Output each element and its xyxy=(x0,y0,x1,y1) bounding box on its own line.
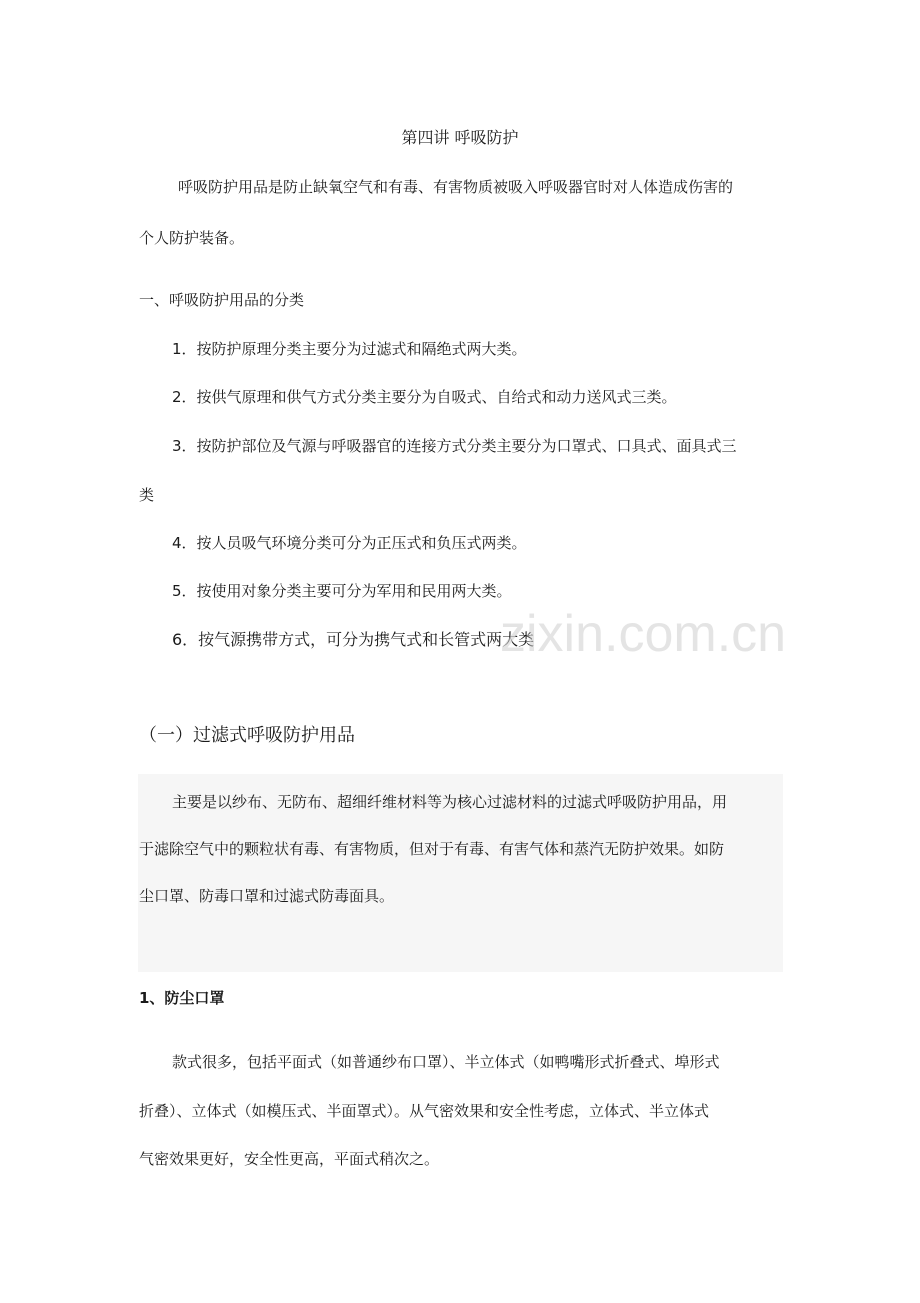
list-item: 2．按供气原理和供气方式分类主要分为自吸式、自给式和动力送风式三类。 xyxy=(172,388,677,406)
item-heading: 1、防尘口罩 xyxy=(139,989,225,1007)
page-title: 第四讲 呼吸防护 xyxy=(401,128,519,147)
subsection-heading: （一）过滤式呼吸防护用品 xyxy=(139,725,355,746)
paragraph-line: 款式很多，包括平面式（如普通纱布口罩）、半立体式（如鸭嘴形式折叠式、埠形式 xyxy=(172,1053,720,1071)
paragraph-line: 主要是以纱布、无防布、超细纤维材料等为核心过滤材料的过滤式呼吸防护用品，用 xyxy=(172,793,728,811)
paragraph-line: 气密效果更好，安全性更高，平面式稍次之。 xyxy=(139,1150,440,1168)
paragraph-line: 尘口罩、防毒口罩和过滤式防毒面具。 xyxy=(139,887,395,905)
paragraph-line: 于滤除空气中的颗粒状有毒、有害物质，但对于有毒、有害气体和蒸汽无防护效果。如防 xyxy=(139,840,725,858)
paragraph-line: 折叠）、立体式（如模压式、半面罩式）。从气密效果和安全性考虑，立体式、半立体式 xyxy=(139,1102,710,1120)
list-item: 3．按防护部位及气源与呼吸器官的连接方式分类主要分为口罩式、口具式、面具式三 xyxy=(172,437,737,455)
list-item: 5．按使用对象分类主要可分为军用和民用两大类。 xyxy=(172,582,512,600)
intro-line-1: 呼吸防护用品是防止缺氧空气和有毒、有害物质被吸入呼吸器官时对人体造成伤害的 xyxy=(178,178,734,196)
list-item-continuation: 类 xyxy=(139,486,155,504)
section-heading: 一、呼吸防护用品的分类 xyxy=(139,291,305,309)
list-item: 4．按人员吸气环境分类可分为正压式和负压式两类。 xyxy=(172,534,527,552)
list-item: 6．按气源携带方式，可分为携气式和长管式两大类 xyxy=(172,630,535,649)
watermark: zixin.com.cn xyxy=(500,605,787,663)
list-item: 1．按防护原理分类主要分为过滤式和隔绝式两大类。 xyxy=(172,340,527,358)
intro-line-2: 个人防护装备。 xyxy=(139,229,245,247)
